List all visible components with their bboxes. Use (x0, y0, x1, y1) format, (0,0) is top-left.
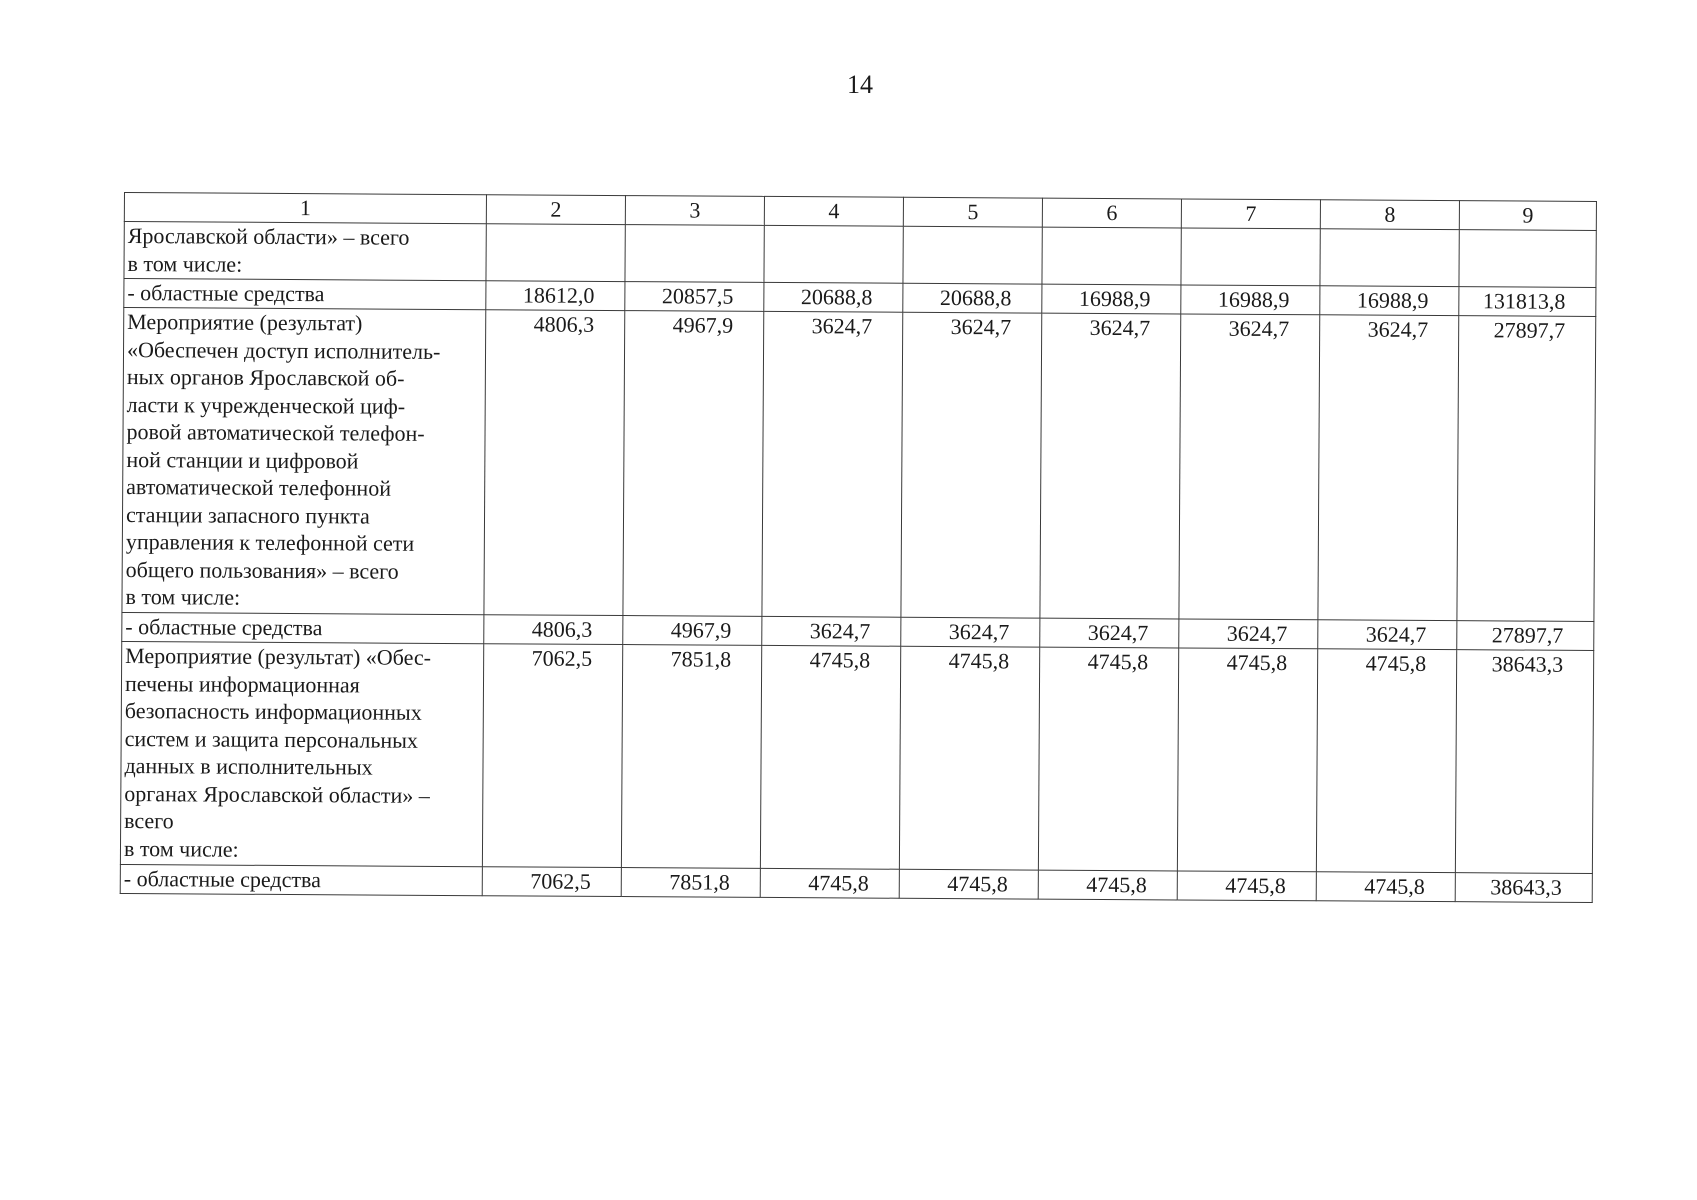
cell-value: 4745,8 (899, 646, 1039, 870)
cell-value: 7851,8 (621, 645, 761, 869)
cell-value: 16988,9 (1042, 284, 1181, 314)
cell-value: 16988,9 (1181, 285, 1320, 315)
row-label: Ярославской области» – всего в том числе: (124, 222, 486, 281)
cell-value: 16988,9 (1320, 286, 1459, 316)
cell-value: 4745,8 (1316, 872, 1455, 902)
cell-value: 20857,5 (625, 282, 764, 312)
cell-value: 4745,8 (1038, 647, 1178, 871)
column-number: 5 (903, 197, 1042, 227)
row-label: Мероприятие (результат) «Обеспечен доступ исполнитель- ных органов Ярославской об- ласти к учрежденческой циф- ровой автоматической телефон- ной станции и цифровой автоматической телефонной станции запасного пункта управления к телефонной сети общего пользования» – всего в том числе: (122, 308, 486, 615)
cell-value: 3624,7 (901, 617, 1040, 647)
cell-value: 20688,8 (903, 283, 1042, 313)
cell-value (903, 226, 1042, 284)
cell-value: 4806,3 (484, 615, 623, 645)
cell-value: 3624,7 (762, 311, 903, 617)
cell-value (625, 225, 764, 283)
cell-value: 7062,5 (482, 644, 622, 868)
cell-value: 7851,8 (621, 868, 760, 898)
table-row (124, 222, 1596, 288)
cell-value: 3624,7 (1179, 314, 1320, 620)
row-label: - областные средства (122, 612, 484, 643)
cell-value: 4745,8 (1177, 871, 1316, 901)
cell-value (1459, 230, 1596, 288)
cell-value: 3624,7 (1040, 313, 1181, 619)
row-label: - областные средства (120, 864, 482, 895)
page-number: 14 (847, 70, 873, 99)
cell-value (764, 225, 903, 283)
cell-value: 4745,8 (760, 868, 899, 898)
cell-value: 4806,3 (484, 310, 625, 616)
column-number: 1 (124, 193, 486, 224)
cell-value: 3624,7 (901, 312, 1042, 618)
column-number: 7 (1181, 199, 1320, 229)
cell-value: 3624,7 (1318, 620, 1457, 650)
cell-value: 18612,0 (486, 281, 625, 311)
row-label: Мероприятие (результат) «Обес- печены информационная безопасность информационных систем и защита персональных данных в исполнительных органах Ярославской области» – всего в том числе: (120, 641, 483, 866)
cell-value: 27897,7 (1457, 316, 1596, 622)
column-number: 9 (1459, 201, 1596, 231)
column-number: 2 (486, 195, 625, 225)
cell-value: 4745,8 (1038, 870, 1177, 900)
cell-value: 4967,9 (623, 311, 764, 617)
column-number: 8 (1320, 200, 1459, 230)
cell-value (1320, 229, 1459, 287)
budget-table (120, 192, 1597, 903)
cell-value: 20688,8 (764, 282, 903, 312)
cell-value (1042, 227, 1181, 285)
cell-value: 3624,7 (762, 616, 901, 646)
cell-value (486, 224, 625, 282)
cell-value: 4745,8 (899, 869, 1038, 899)
row-label: - областные средства (124, 279, 486, 310)
cell-value (1181, 228, 1320, 286)
cell-value: 131813,8 (1459, 287, 1596, 317)
cell-value: 4967,9 (623, 616, 762, 646)
cell-value: 4745,8 (1177, 648, 1317, 872)
table-row (120, 641, 1593, 873)
column-number: 3 (625, 196, 764, 226)
cell-value: 38643,3 (1455, 650, 1593, 874)
cell-value: 4745,8 (760, 645, 900, 869)
column-number: 6 (1042, 198, 1181, 228)
cell-value: 3624,7 (1179, 619, 1318, 649)
cell-value: 3624,7 (1318, 315, 1459, 621)
cell-value: 3624,7 (1040, 618, 1179, 648)
cell-value: 38643,3 (1455, 873, 1592, 903)
table-row (122, 308, 1596, 622)
budget-table-wrapper (120, 192, 1597, 903)
cell-value: 4745,8 (1316, 649, 1456, 873)
cell-value: 27897,7 (1457, 621, 1594, 651)
cell-value: 7062,5 (482, 867, 621, 897)
column-number: 4 (764, 196, 903, 226)
